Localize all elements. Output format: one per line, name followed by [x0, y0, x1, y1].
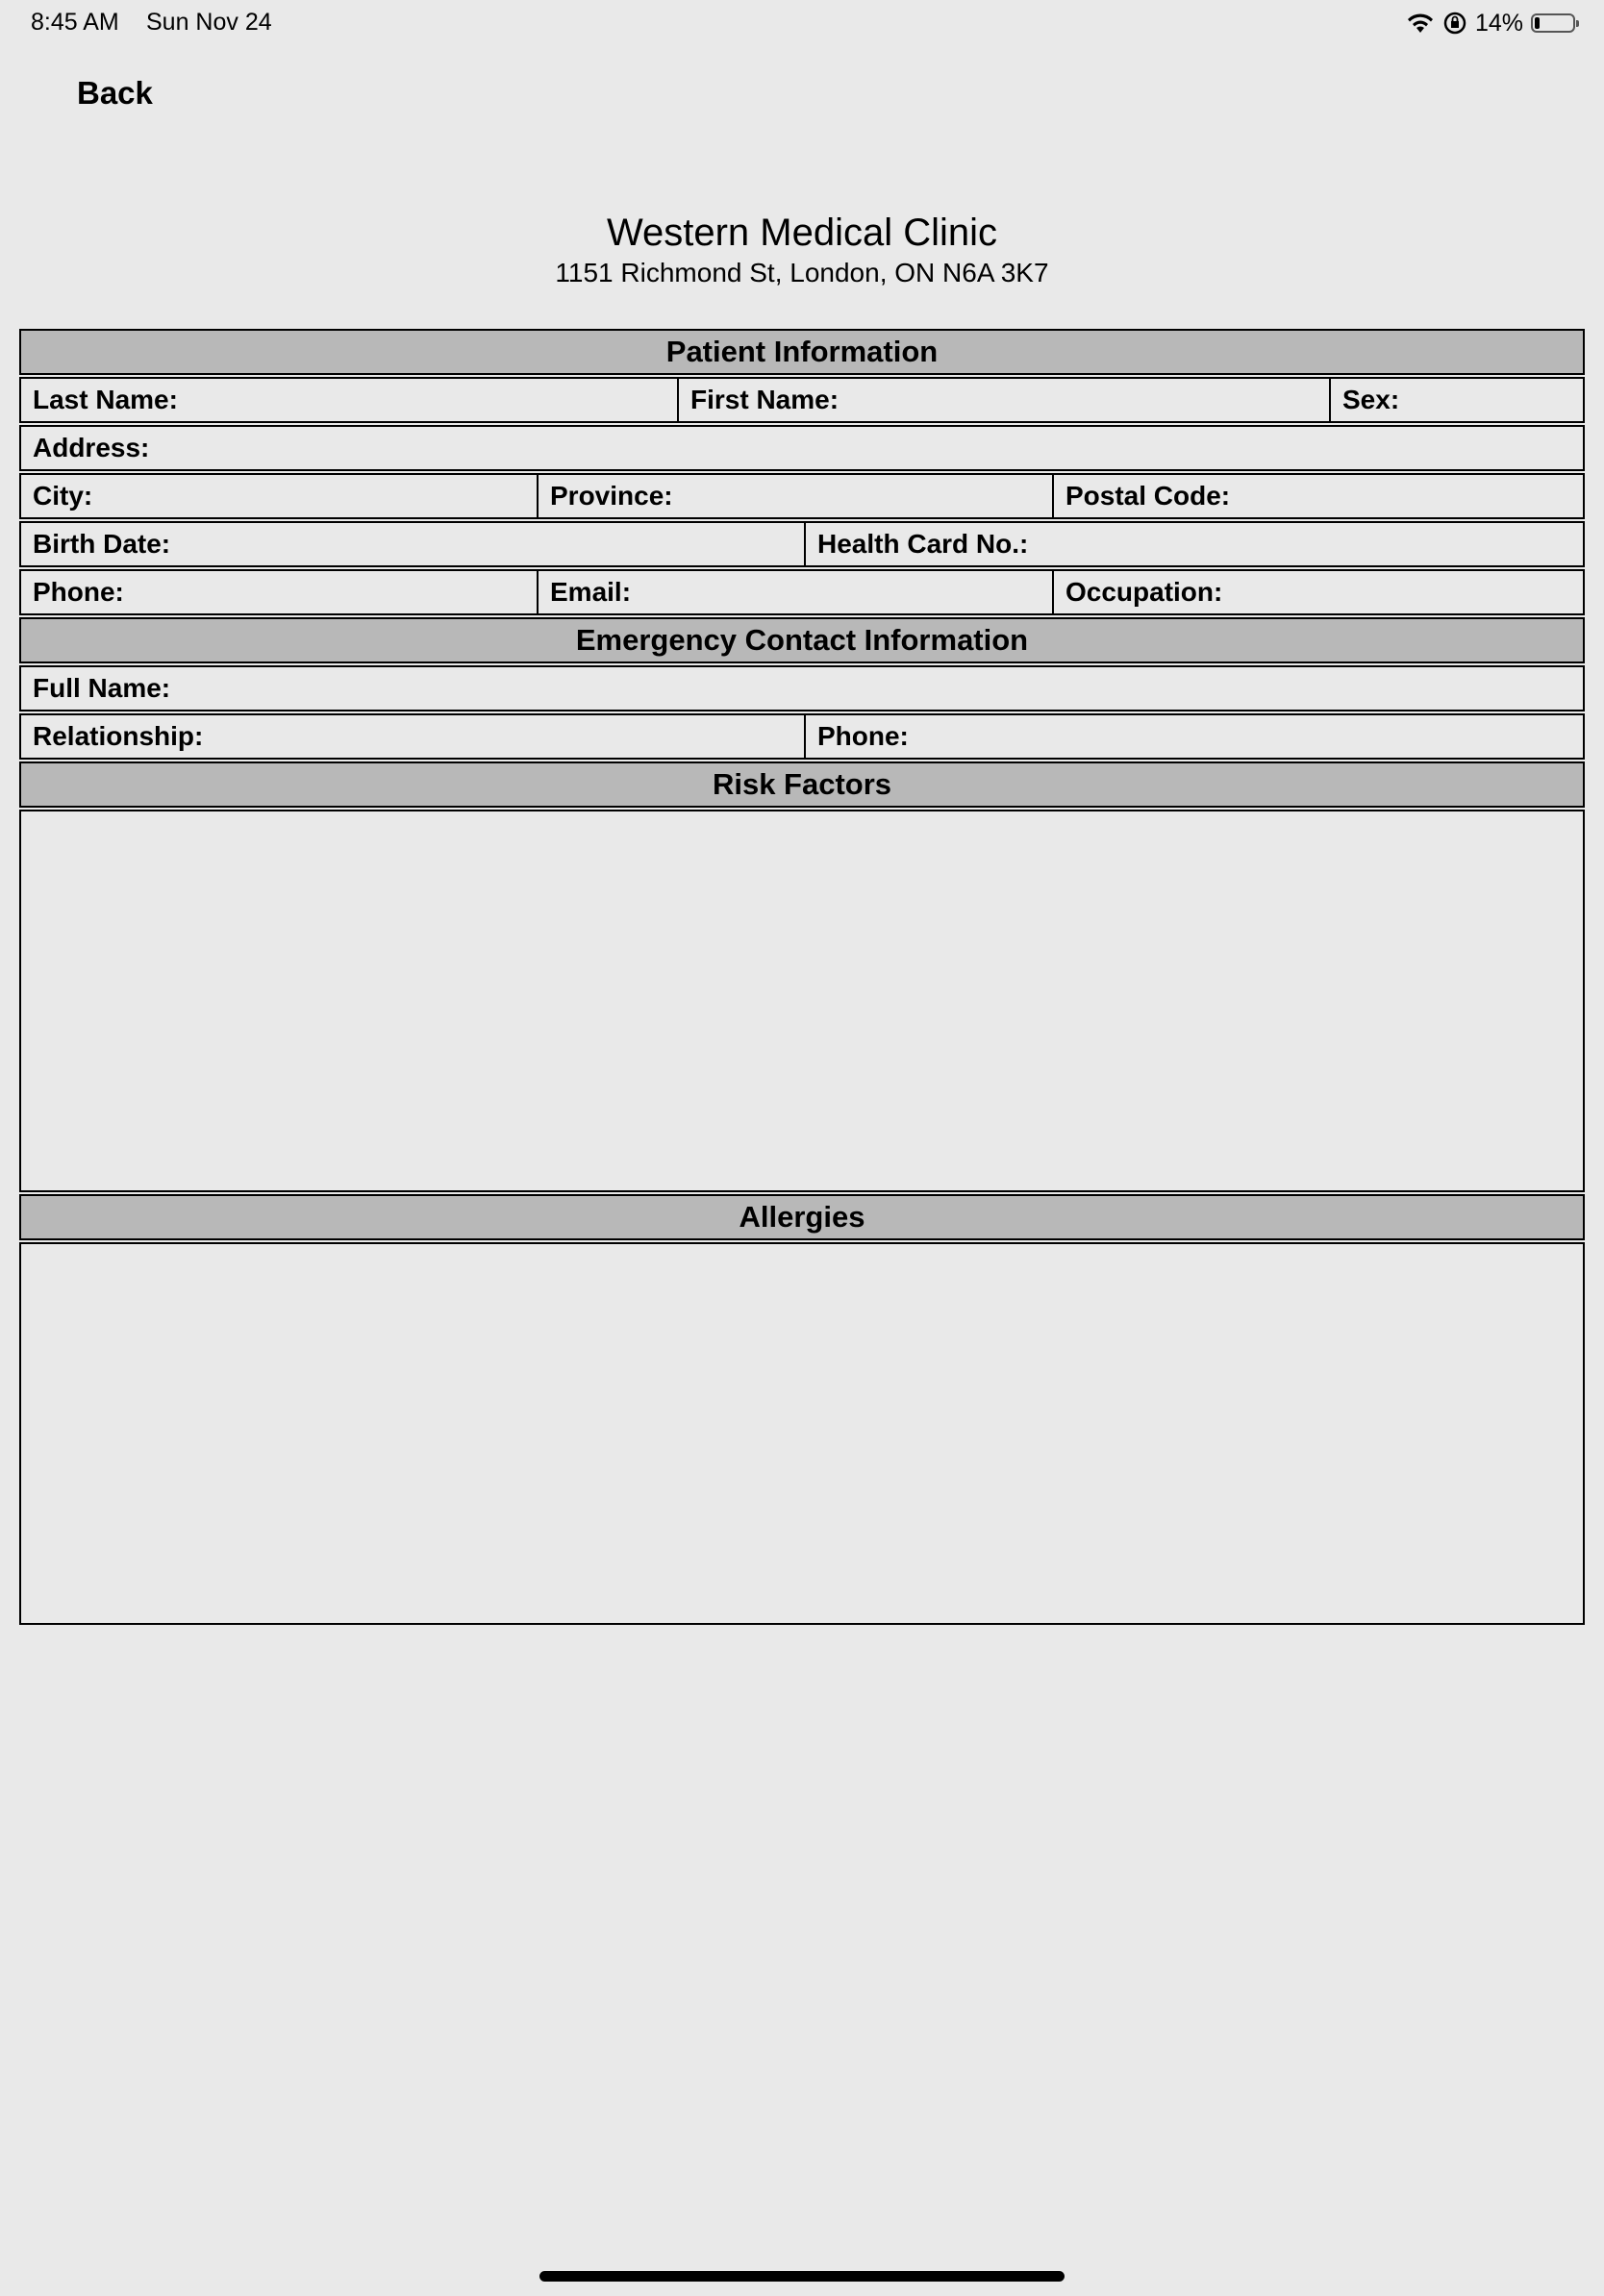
city-field[interactable]: City:	[33, 481, 93, 511]
address-field[interactable]: Address:	[33, 433, 150, 462]
email-field[interactable]: Email:	[537, 571, 1052, 613]
allergies-header: Allergies	[19, 1194, 1585, 1240]
allergies-textarea[interactable]	[19, 1242, 1585, 1625]
postal-code-field[interactable]: Postal Code:	[1052, 475, 1583, 517]
clinic-name: Western Medical Clinic	[606, 212, 998, 254]
clinic-address: 1151 Richmond St, London, ON N6A 3K7	[555, 258, 1049, 287]
emergency-contact-header: Emergency Contact Information	[19, 617, 1585, 663]
risk-factors-header: Risk Factors	[19, 761, 1585, 808]
relationship-field[interactable]: Relationship:	[33, 721, 204, 751]
name-row	[19, 377, 1585, 423]
battery-level	[1535, 17, 1540, 29]
birth-date-field[interactable]: Birth Date:	[33, 529, 171, 559]
city-row	[19, 473, 1585, 519]
address-row	[19, 425, 1585, 471]
battery-percent: 14%	[1474, 9, 1523, 37]
first-name-field[interactable]: First Name:	[677, 379, 1329, 421]
back-button[interactable]: Back	[77, 75, 153, 111]
status-date: Sun Nov 24	[146, 9, 272, 36]
last-name-field[interactable]: Last Name:	[33, 385, 178, 414]
home-indicator[interactable]	[539, 2271, 1065, 2282]
emergency-phone-field[interactable]: Phone:	[804, 715, 1583, 758]
full-name-field[interactable]: Full Name:	[33, 673, 171, 703]
province-field[interactable]: Province:	[537, 475, 1052, 517]
patient-form	[19, 329, 1585, 1625]
battery-icon	[1531, 13, 1575, 33]
wifi-icon	[1406, 12, 1435, 35]
status-time: 8:45 AM	[31, 9, 119, 36]
patient-information-header: Patient Information	[19, 329, 1585, 375]
full-name-row	[19, 665, 1585, 711]
birth-date-row	[19, 521, 1585, 567]
status-bar	[0, 0, 1604, 48]
relationship-row	[19, 713, 1585, 760]
occupation-field[interactable]: Occupation:	[1052, 571, 1583, 613]
contact-row	[19, 569, 1585, 615]
status-indicators	[1406, 9, 1575, 37]
orientation-lock-icon	[1442, 11, 1467, 36]
risk-factors-textarea[interactable]	[19, 810, 1585, 1192]
phone-field[interactable]: Phone:	[33, 577, 124, 607]
health-card-field[interactable]: Health Card No.:	[804, 523, 1583, 565]
sex-field[interactable]: Sex:	[1329, 379, 1583, 421]
